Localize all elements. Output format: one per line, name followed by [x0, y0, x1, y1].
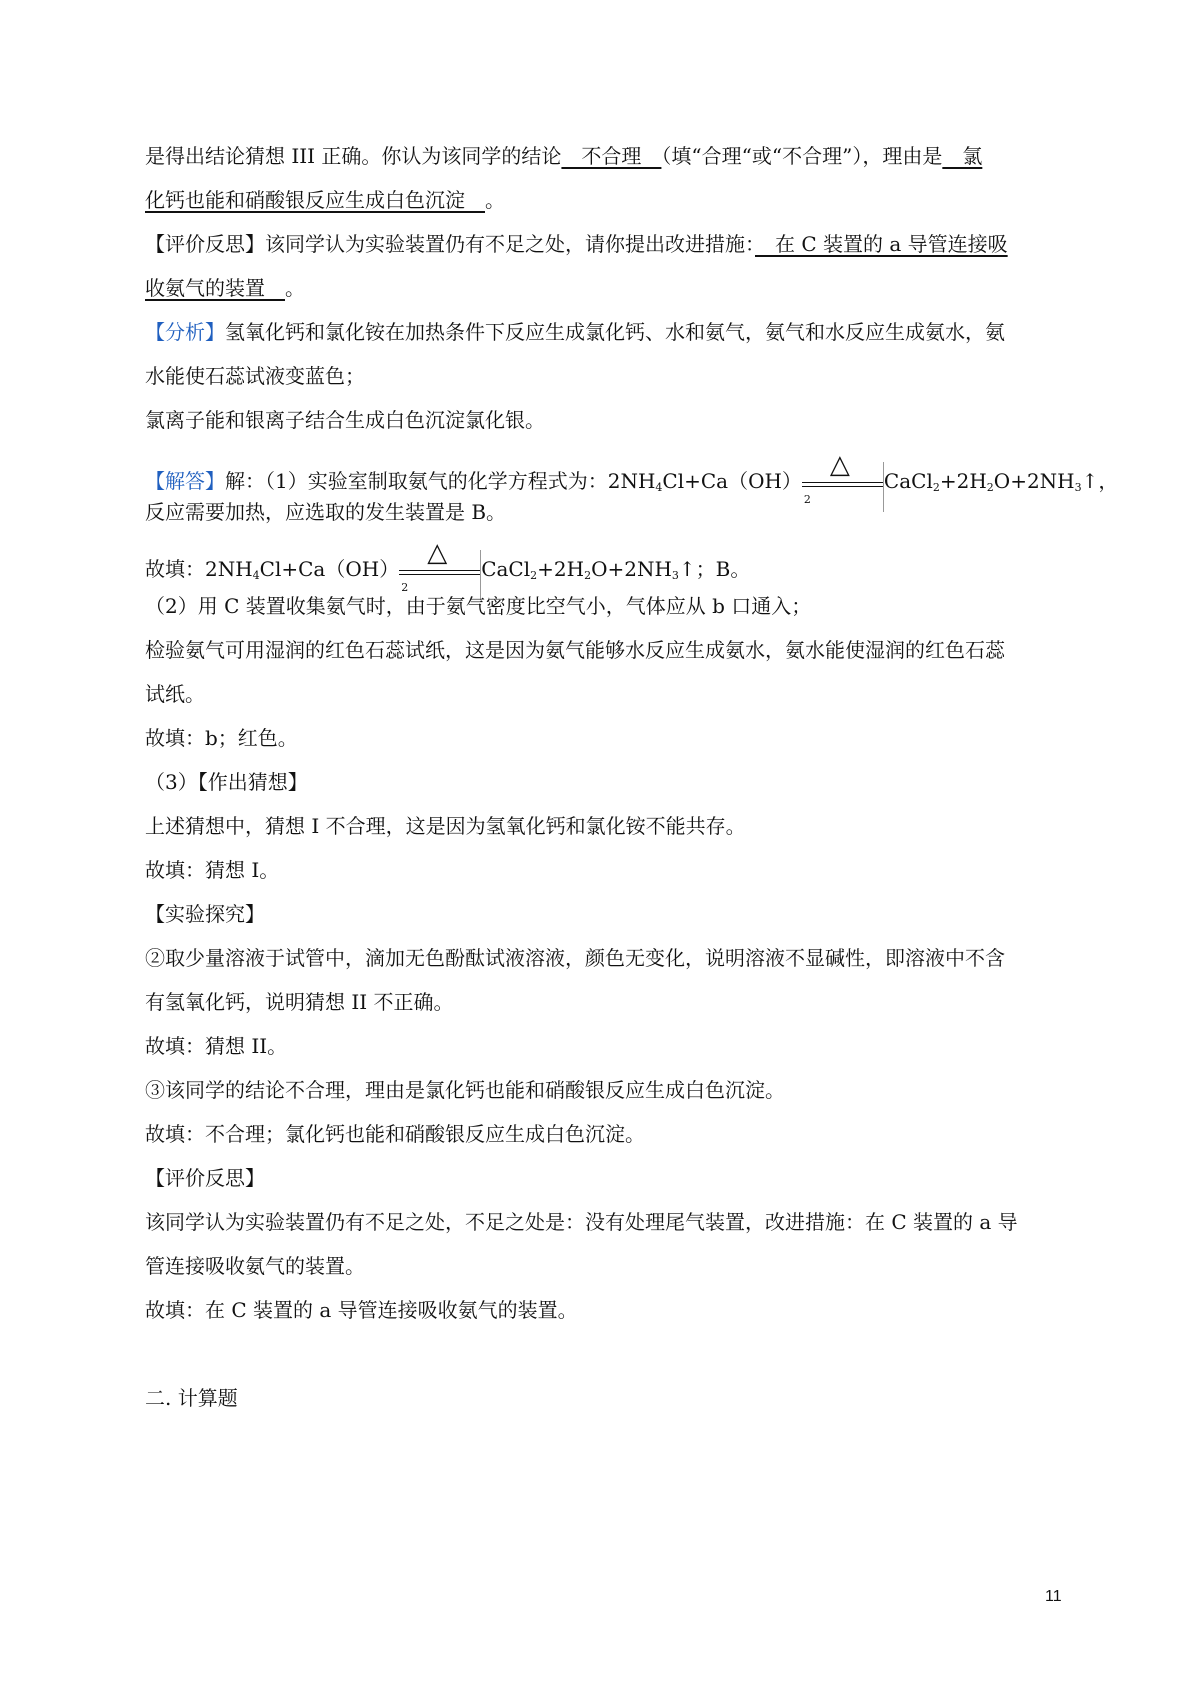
subscript: 2 — [986, 481, 994, 494]
text-line: 管连接吸收氨气的装置。 — [145, 1254, 365, 1278]
text-line: 故填：不合理；氯化钙也能和硝酸银反应生成白色沉淀。 — [145, 1122, 645, 1146]
text-line: 【评价反思】 — [145, 1166, 265, 1190]
text-line: 【实验探究】 — [145, 902, 265, 926]
text-line: 试纸。 — [145, 682, 205, 706]
equation-bar — [399, 574, 481, 575]
text-run: CaCl — [481, 557, 531, 581]
subscript: 2 — [584, 569, 592, 582]
text-run: O+2NH — [993, 469, 1075, 493]
text-run: （填“合理“或“不合理”），理由是 — [661, 144, 943, 168]
text-run: 【评价反思】该同学认为实验装置仍有不足之处，请你提出改进措施： — [145, 232, 755, 256]
text-line: 该同学认为实验装置仍有不足之处，不足之处是：没有处理尾气装置，改进措施：在 C 装置的 a 导 — [145, 1210, 1018, 1234]
text-line: 故填：b；红色。 — [145, 726, 298, 750]
text-run: 解：（1）实验室制取氨气的化学方程式为：2NH — [225, 469, 656, 493]
underlined-answer: 收氨气的装置 — [145, 276, 285, 300]
heat-triangle-icon: △ — [829, 450, 850, 480]
text-run: 。 — [285, 276, 305, 300]
text-line: 有氢氧化钙，说明猜想 II 不正确。 — [145, 990, 454, 1014]
underlined-answer: 在 C 装置的 a 导管连接吸 — [755, 232, 1008, 256]
text-line: 水能使石蕊试液变蓝色； — [145, 364, 365, 388]
text-line: 故填：猜想 II。 — [145, 1034, 288, 1058]
text-run: 。 — [485, 188, 505, 212]
subscript: 4 — [252, 569, 260, 582]
text-line: （3）【作出猜想】 — [145, 770, 308, 794]
text-run: Cl+Ca（OH） — [259, 557, 400, 581]
text-line — [145, 230, 1065, 258]
text-line: 检验氨气可用湿润的红色石蕊试纸，这是因为氨气能够水反应生成氨水，氨水能使湿润的红色石蕊 — [145, 638, 1005, 662]
underlined-answer: 不合理 — [561, 144, 662, 168]
equation-bar — [802, 482, 884, 483]
text-run: CaCl — [883, 469, 933, 493]
text-run: Cl+Ca（OH） — [662, 469, 802, 493]
subscript: 2 — [803, 493, 811, 506]
reaction-condition-heat — [399, 540, 481, 600]
text-line: 故填：猜想 I。 — [145, 858, 280, 882]
text-line — [145, 186, 1065, 214]
text-run: ↑；B。 — [678, 557, 751, 581]
subscript: 2 — [401, 581, 409, 594]
text-line: （2）用 C 装置收集氨气时，由于氨气密度比空气小，气体应从 b 口通入； — [145, 594, 812, 618]
answer-tag: 【解答】 — [145, 469, 225, 493]
section-title: 二. 计算题 — [145, 1386, 238, 1410]
equation-bar — [802, 486, 884, 487]
text-run: 是得出结论猜想 III 正确。你认为该同学的结论 — [145, 144, 562, 168]
analysis-tag: 【分析】 — [145, 320, 225, 344]
text-line: 反应需要加热，应选取的发生装置是 B。 — [145, 500, 507, 524]
heat-triangle-icon: △ — [427, 538, 448, 568]
underlined-answer: 氯 — [942, 144, 983, 168]
text-line: ②取少量溶液于试管中，滴加无色酚酞试液溶液，颜色无变化，说明溶液不显碱性，即溶液中不含 — [145, 946, 1005, 970]
text-run: 氢氧化钙和氯化铵在加热条件下反应生成氯化钙、水和氨气，氨气和水反应生成氨水，氨 — [225, 320, 1005, 344]
text-run: 故填：2NH — [145, 557, 253, 581]
subscript: 2 — [530, 569, 538, 582]
text-line — [145, 540, 1065, 600]
text-run: O+2NH — [591, 557, 672, 581]
text-line: 故填：在 C 装置的 a 导管连接吸收氨气的装置。 — [145, 1298, 578, 1322]
subscript: 3 — [1074, 481, 1082, 494]
equation-bar — [399, 570, 481, 571]
underlined-answer: 化钙也能和硝酸银反应生成白色沉淀 — [145, 188, 485, 212]
text-run: +2H — [537, 557, 585, 581]
subscript: 4 — [655, 481, 663, 494]
text-line — [145, 142, 1065, 170]
text-line: 上述猜想中，猜想 I 不合理，这是因为氢氧化钙和氯化铵不能共存。 — [145, 814, 746, 838]
text-run: ↑， — [1081, 469, 1119, 493]
text-line: 氯离子能和银离子结合生成白色沉淀氯化银。 — [145, 408, 545, 432]
subscript: 2 — [932, 481, 940, 494]
text-run: +2H — [939, 469, 987, 493]
subscript: 3 — [671, 569, 679, 582]
analysis-line — [145, 318, 1065, 346]
text-line — [145, 274, 1065, 302]
page-number: 11 — [1045, 1588, 1062, 1605]
text-line: ③该同学的结论不合理，理由是氯化钙也能和硝酸银反应生成白色沉淀。 — [145, 1078, 785, 1102]
